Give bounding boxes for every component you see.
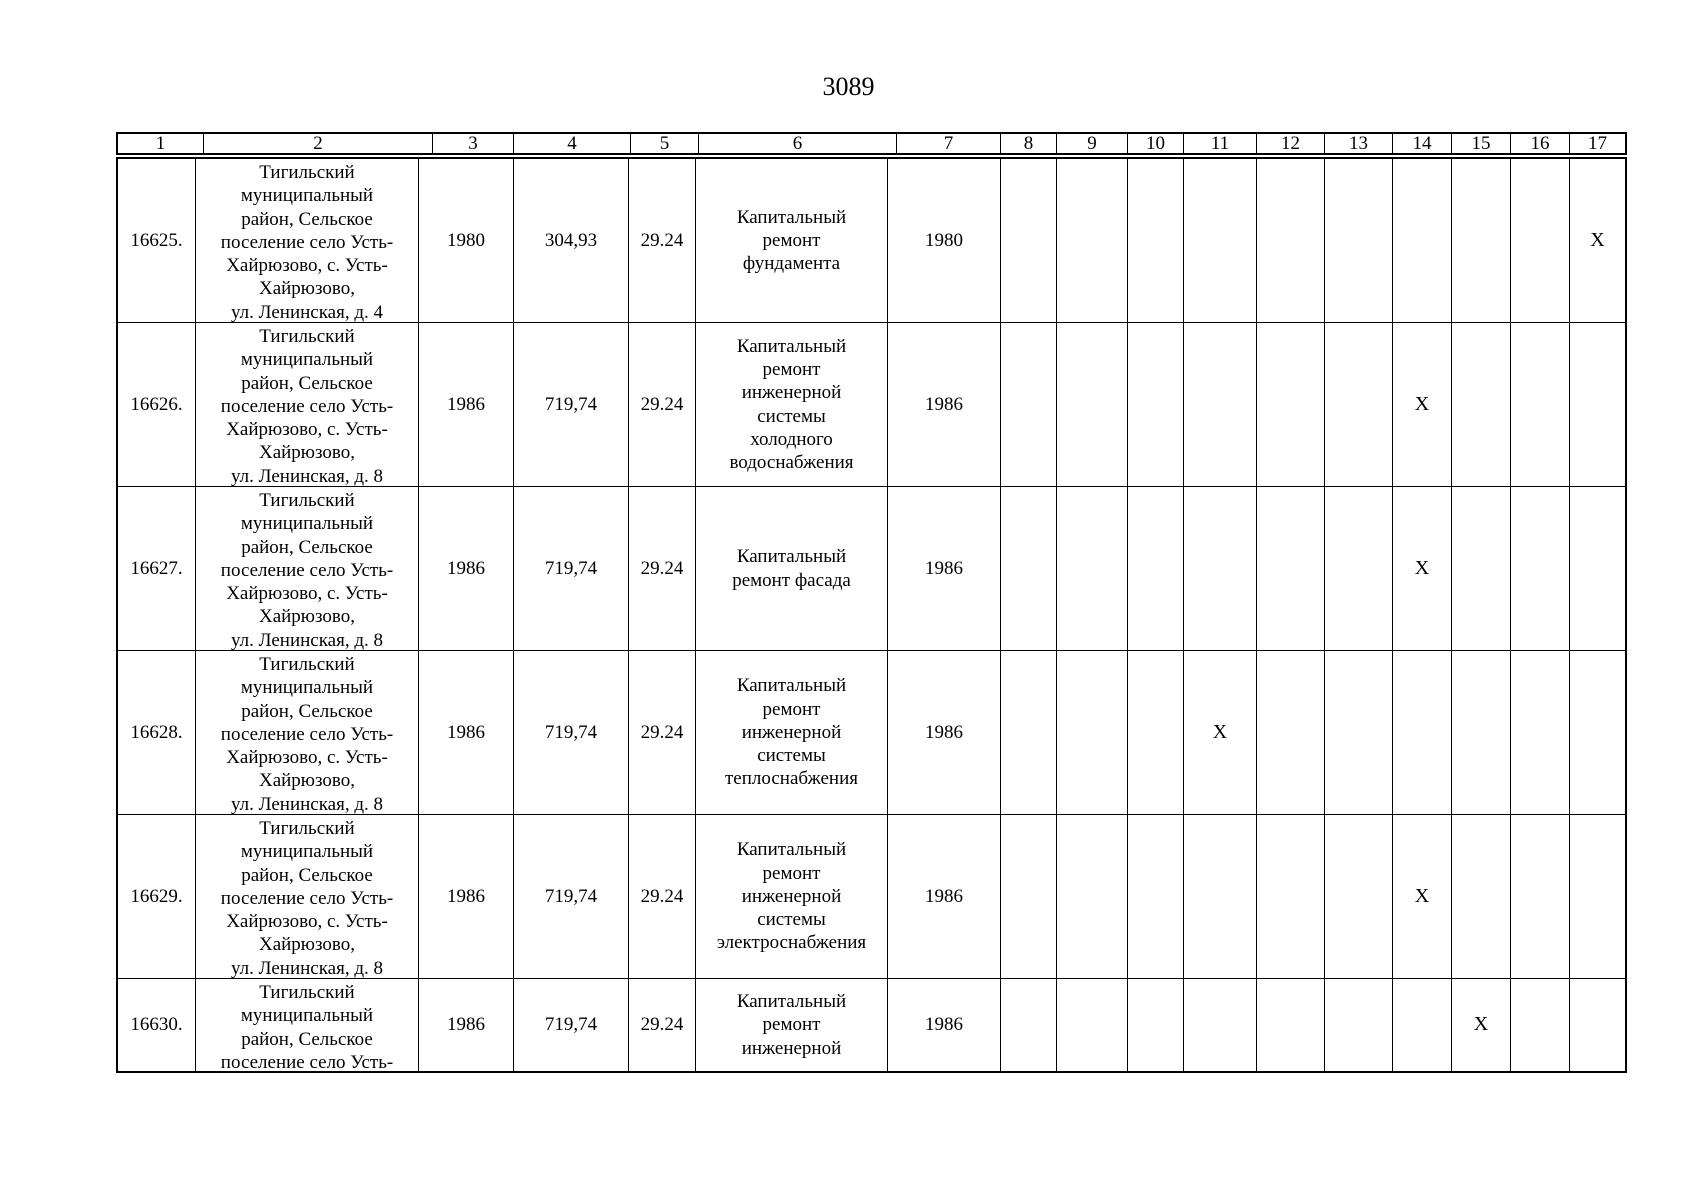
year-cell-text: 1980 bbox=[925, 229, 963, 251]
area-cell-text: 719,74 bbox=[544, 1014, 598, 1036]
mark-cell-col-16 bbox=[1511, 159, 1570, 322]
x-mark: Х bbox=[1590, 228, 1605, 251]
row-number-cell-text: 16630. bbox=[130, 1014, 183, 1036]
mark-cell-col-16 bbox=[1511, 815, 1570, 978]
mark-cell-col-10 bbox=[1128, 159, 1184, 322]
row-number-cell bbox=[118, 159, 196, 322]
mark-cell-col-14 bbox=[1393, 323, 1452, 486]
work-type-cell-text: Капитальный ремонт инженерной системы теплоснабжения bbox=[725, 675, 858, 790]
code-cell-text: 29.24 bbox=[640, 393, 684, 415]
mark-cell-col-9 bbox=[1057, 323, 1128, 486]
x-mark: Х bbox=[1414, 392, 1430, 415]
year-cell bbox=[888, 487, 1001, 650]
code-cell-text: 29.24 bbox=[640, 721, 684, 743]
mark-cell-col-8 bbox=[1001, 979, 1057, 1071]
year-cell-text: 1986 bbox=[925, 885, 963, 907]
work-type-cell bbox=[696, 651, 888, 814]
mark-cell-col-17 bbox=[1570, 323, 1625, 486]
work-type-cell-text: Капитальный ремонт фасада bbox=[732, 546, 851, 591]
build-year-cell bbox=[419, 651, 514, 814]
data-table bbox=[116, 157, 1627, 1073]
mark-cell-col-10 bbox=[1128, 815, 1184, 978]
row-number-cell bbox=[118, 323, 196, 486]
mark-cell-col-13 bbox=[1325, 651, 1393, 814]
mark-cell-col-17 bbox=[1570, 159, 1625, 322]
mark-cell-col-10 bbox=[1128, 651, 1184, 814]
column-header-15: 15 bbox=[1452, 134, 1511, 153]
mark-cell-col-12 bbox=[1257, 815, 1325, 978]
code-cell-text: 29.24 bbox=[640, 1014, 684, 1036]
column-header-3: 3 bbox=[433, 134, 514, 153]
table-row bbox=[118, 159, 1625, 323]
mark-cell-col-14 bbox=[1393, 815, 1452, 978]
row-number-cell bbox=[118, 651, 196, 814]
work-type-cell bbox=[696, 815, 888, 978]
mark-cell-col-8 bbox=[1001, 159, 1057, 322]
build-year-cell-text: 1980 bbox=[447, 229, 485, 251]
mark-cell-col-10 bbox=[1128, 487, 1184, 650]
table-header-row bbox=[116, 132, 1627, 155]
year-cell bbox=[888, 815, 1001, 978]
work-type-cell bbox=[696, 487, 888, 650]
mark-cell-col-11 bbox=[1184, 159, 1257, 322]
build-year-cell-text: 1986 bbox=[447, 393, 485, 415]
row-number-cell bbox=[118, 815, 196, 978]
row-number-cell bbox=[118, 979, 196, 1071]
mark-cell-col-8 bbox=[1001, 651, 1057, 814]
mark-cell-col-10 bbox=[1128, 323, 1184, 486]
area-cell bbox=[514, 323, 629, 486]
table-row bbox=[118, 979, 1625, 1071]
address-cell-text: Тигильский муниципальный район, Сельское поселение село Усть- Хайрюзово, с. Усть- Хайрюзово, ул. Ленинская, д. 8 bbox=[220, 490, 394, 650]
row-number-cell-text: 16628. bbox=[130, 721, 183, 743]
mark-cell-col-14 bbox=[1393, 487, 1452, 650]
mark-cell-col-13 bbox=[1325, 979, 1393, 1071]
work-type-cell-text: Капитальный ремонт фундамента bbox=[736, 206, 847, 275]
mark-cell-col-13 bbox=[1325, 159, 1393, 322]
code-cell-text: 29.24 bbox=[640, 557, 684, 579]
code-cell bbox=[629, 979, 696, 1071]
mark-cell-col-14 bbox=[1393, 651, 1452, 814]
year-cell-text: 1986 bbox=[925, 557, 963, 579]
work-type-cell-text: Капитальный ремонт инженерной системы холодного водоснабжения bbox=[729, 335, 854, 474]
area-cell-text: 719,74 bbox=[544, 885, 598, 907]
area-cell bbox=[514, 159, 629, 322]
mark-cell-col-12 bbox=[1257, 323, 1325, 486]
mark-cell-col-16 bbox=[1511, 323, 1570, 486]
row-number-cell-text: 16625. bbox=[130, 229, 183, 251]
code-cell bbox=[629, 651, 696, 814]
mark-cell-col-14 bbox=[1393, 979, 1452, 1071]
work-type-cell bbox=[696, 159, 888, 322]
mark-cell-col-15 bbox=[1452, 979, 1511, 1071]
build-year-cell bbox=[419, 979, 514, 1071]
work-type-cell bbox=[696, 979, 888, 1071]
mark-cell-col-13 bbox=[1325, 323, 1393, 486]
build-year-cell-text: 1986 bbox=[447, 557, 485, 579]
mark-cell-col-15 bbox=[1452, 651, 1511, 814]
year-cell bbox=[888, 323, 1001, 486]
build-year-cell bbox=[419, 815, 514, 978]
address-cell bbox=[196, 487, 419, 650]
build-year-cell-text: 1986 bbox=[447, 1014, 485, 1036]
mark-cell-col-17 bbox=[1570, 815, 1625, 978]
column-header-9: 9 bbox=[1057, 134, 1128, 153]
area-cell-text: 719,74 bbox=[544, 721, 598, 743]
build-year-cell bbox=[419, 487, 514, 650]
year-cell bbox=[888, 979, 1001, 1071]
address-cell-text: Тигильский муниципальный район, Сельское поселение село Усть- Хайрюзово, с. Усть- Хайрюзово, ул. Ленинская, д. 8 bbox=[220, 326, 394, 486]
mark-cell-col-17 bbox=[1570, 487, 1625, 650]
address-cell-text: Тигильский муниципальный район, Сельское поселение село Усть- Хайрюзово, с. Усть- Хайрюзово, ул. Ленинская, д. 8 bbox=[220, 654, 394, 814]
code-cell bbox=[629, 815, 696, 978]
x-mark: Х bbox=[1473, 1013, 1489, 1036]
mark-cell-col-16 bbox=[1511, 487, 1570, 650]
column-header-16: 16 bbox=[1511, 134, 1570, 153]
table-row bbox=[118, 323, 1625, 487]
mark-cell-col-13 bbox=[1325, 815, 1393, 978]
work-type-cell-text: Капитальный ремонт инженерной bbox=[736, 991, 847, 1059]
year-cell bbox=[888, 651, 1001, 814]
mark-cell-col-13 bbox=[1325, 487, 1393, 650]
column-header-6: 6 bbox=[699, 134, 897, 153]
column-header-1: 1 bbox=[118, 134, 204, 153]
table-row bbox=[118, 487, 1625, 651]
mark-cell-col-11 bbox=[1184, 323, 1257, 486]
mark-cell-col-14 bbox=[1393, 159, 1452, 322]
mark-cell-col-15 bbox=[1452, 323, 1511, 486]
mark-cell-col-8 bbox=[1001, 487, 1057, 650]
code-cell-text: 29.24 bbox=[640, 885, 684, 907]
column-header-2: 2 bbox=[204, 134, 433, 153]
build-year-cell-text: 1986 bbox=[447, 885, 485, 907]
mark-cell-col-17 bbox=[1570, 651, 1625, 814]
area-cell bbox=[514, 979, 629, 1071]
column-header-8: 8 bbox=[1001, 134, 1057, 153]
x-mark: Х bbox=[1414, 884, 1430, 907]
mark-cell-col-9 bbox=[1057, 979, 1128, 1071]
mark-cell-col-11 bbox=[1184, 487, 1257, 650]
area-cell-text: 719,74 bbox=[544, 557, 598, 579]
mark-cell-col-17 bbox=[1570, 979, 1625, 1071]
row-number-cell-text: 16626. bbox=[130, 393, 183, 415]
mark-cell-col-11 bbox=[1184, 815, 1257, 978]
address-cell-text: Тигильский муниципальный район, Сельское поселение село Усть- Хайрюзово, с. Усть- Хайрюзово, ул. Ленинская, д. 4 bbox=[220, 162, 394, 322]
area-cell-text: 719,74 bbox=[544, 393, 598, 415]
year-cell-text: 1986 bbox=[925, 721, 963, 743]
row-number-cell-text: 16629. bbox=[130, 885, 183, 907]
work-type-cell-text: Капитальный ремонт инженерной системы электроснабжения bbox=[716, 839, 867, 954]
row-number-cell bbox=[118, 487, 196, 650]
mark-cell-col-10 bbox=[1128, 979, 1184, 1071]
code-cell bbox=[629, 323, 696, 486]
column-header-4: 4 bbox=[514, 134, 631, 153]
mark-cell-col-12 bbox=[1257, 487, 1325, 650]
column-header-11: 11 bbox=[1184, 134, 1257, 153]
address-cell bbox=[196, 323, 419, 486]
build-year-cell bbox=[419, 323, 514, 486]
mark-cell-col-16 bbox=[1511, 979, 1570, 1071]
table-row bbox=[118, 815, 1625, 979]
x-mark: Х bbox=[1212, 720, 1228, 743]
table-row bbox=[118, 651, 1625, 815]
page-number: 3089 bbox=[822, 72, 875, 101]
mark-cell-col-11 bbox=[1184, 651, 1257, 814]
column-header-10: 10 bbox=[1128, 134, 1184, 153]
mark-cell-col-9 bbox=[1057, 651, 1128, 814]
area-cell bbox=[514, 651, 629, 814]
mark-cell-col-16 bbox=[1511, 651, 1570, 814]
year-cell bbox=[888, 159, 1001, 322]
area-cell-text: 304,93 bbox=[544, 229, 598, 251]
mark-cell-col-12 bbox=[1257, 159, 1325, 322]
mark-cell-col-9 bbox=[1057, 487, 1128, 650]
column-header-7: 7 bbox=[897, 134, 1001, 153]
address-cell-text: Тигильский муниципальный район, Сельское поселение село Усть- bbox=[220, 982, 394, 1071]
build-year-cell bbox=[419, 159, 514, 322]
mark-cell-col-15 bbox=[1452, 159, 1511, 322]
address-cell bbox=[196, 815, 419, 978]
code-cell-text: 29.24 bbox=[640, 229, 684, 251]
mark-cell-col-8 bbox=[1001, 815, 1057, 978]
build-year-cell-text: 1986 bbox=[447, 721, 485, 743]
mark-cell-col-12 bbox=[1257, 651, 1325, 814]
column-header-13: 13 bbox=[1325, 134, 1393, 153]
mark-cell-col-8 bbox=[1001, 323, 1057, 486]
year-cell-text: 1986 bbox=[925, 393, 963, 415]
code-cell bbox=[629, 487, 696, 650]
mark-cell-col-9 bbox=[1057, 815, 1128, 978]
area-cell bbox=[514, 815, 629, 978]
address-cell bbox=[196, 159, 419, 322]
address-cell bbox=[196, 979, 419, 1071]
column-header-5: 5 bbox=[631, 134, 699, 153]
mark-cell-col-15 bbox=[1452, 815, 1511, 978]
row-number-cell-text: 16627. bbox=[130, 557, 183, 579]
mark-cell-col-11 bbox=[1184, 979, 1257, 1071]
work-type-cell bbox=[696, 323, 888, 486]
area-cell bbox=[514, 487, 629, 650]
x-mark: Х bbox=[1414, 556, 1430, 579]
column-header-17: 17 bbox=[1588, 133, 1607, 154]
column-header-12: 12 bbox=[1257, 134, 1325, 153]
address-cell-text: Тигильский муниципальный район, Сельское поселение село Усть- Хайрюзово, с. Усть- Хайрюзово, ул. Ленинская, д. 8 bbox=[220, 818, 394, 978]
mark-cell-col-9 bbox=[1057, 159, 1128, 322]
year-cell-text: 1986 bbox=[925, 1014, 963, 1036]
column-header-14: 14 bbox=[1393, 134, 1452, 153]
code-cell bbox=[629, 159, 696, 322]
mark-cell-col-12 bbox=[1257, 979, 1325, 1071]
address-cell bbox=[196, 651, 419, 814]
mark-cell-col-15 bbox=[1452, 487, 1511, 650]
